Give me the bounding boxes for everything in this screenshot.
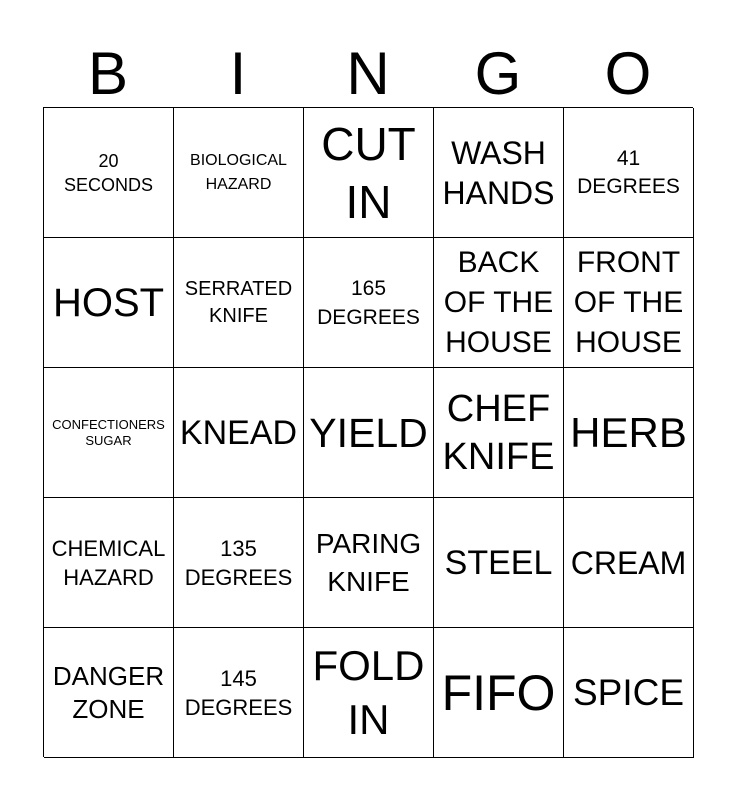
- bingo-cell[interactable]: [434, 108, 564, 238]
- bingo-header: [43, 40, 693, 108]
- bingo-cell[interactable]: [174, 368, 304, 498]
- cell-text: KNEAD: [179, 413, 298, 452]
- header-letter-g: G: [474, 40, 522, 107]
- cell-text: DANGER ZONE: [52, 660, 165, 724]
- bingo-cell[interactable]: [174, 238, 304, 368]
- cell-text: CONFECTIONERS SUGAR: [52, 416, 165, 448]
- cell-text: BIOLOGICAL HAZARD: [190, 151, 287, 193]
- cell-text: FIFO: [441, 664, 556, 721]
- cell-text: WASH HANDS: [442, 134, 555, 211]
- bingo-cell[interactable]: [174, 108, 304, 238]
- cell-text: 20 SECONDS: [63, 150, 153, 195]
- cell-text: FOLD IN: [312, 641, 425, 743]
- cell-text: STEEL: [444, 543, 553, 582]
- cell-text: HERB: [570, 408, 687, 456]
- bingo-cell[interactable]: [174, 628, 304, 758]
- cell-text: CREAM: [570, 544, 687, 581]
- bingo-cell[interactable]: [44, 628, 174, 758]
- cell-text: PARING KNIFE: [315, 527, 422, 597]
- bingo-cell[interactable]: [44, 368, 174, 498]
- bingo-cell[interactable]: [434, 628, 564, 758]
- cell-text: 135 DEGREES: [184, 535, 293, 590]
- cell-text: FRONT OF THE HOUSE: [573, 245, 684, 359]
- cell-text: YIELD: [309, 409, 428, 456]
- cell-text: BACK OF THE HOUSE: [443, 245, 554, 359]
- bingo-cell[interactable]: [174, 498, 304, 628]
- cell-text: SERRATED KNIFE: [184, 277, 293, 327]
- cell-text: 41 DEGREES: [577, 146, 680, 198]
- cell-text: CUT IN: [321, 117, 416, 228]
- cell-text: CHEF KNIFE: [442, 387, 555, 478]
- bingo-cell[interactable]: [304, 108, 434, 238]
- cell-text: 145 DEGREES: [184, 665, 293, 720]
- header-letter-n: N: [346, 40, 390, 107]
- bingo-cell[interactable]: [564, 368, 694, 498]
- bingo-cell[interactable]: [564, 498, 694, 628]
- bingo-cell[interactable]: [304, 368, 434, 498]
- bingo-cell[interactable]: [304, 498, 434, 628]
- cell-text: HOST: [52, 280, 165, 325]
- header-letter-i: I: [229, 40, 247, 107]
- bingo-cell[interactable]: [304, 238, 434, 368]
- bingo-cell[interactable]: [434, 498, 564, 628]
- bingo-cell[interactable]: [44, 108, 174, 238]
- bingo-cell[interactable]: [564, 628, 694, 758]
- bingo-cell[interactable]: [434, 238, 564, 368]
- bingo-cell[interactable]: [44, 238, 174, 368]
- cell-text: 165 DEGREES: [317, 276, 420, 329]
- header-letter-o: O: [604, 40, 652, 107]
- cell-text: CHEMICAL HAZARD: [51, 535, 166, 590]
- header-letter-b: B: [87, 40, 129, 107]
- bingo-cell[interactable]: [564, 238, 694, 368]
- cell-text: SPICE: [572, 671, 685, 713]
- bingo-cell[interactable]: [304, 628, 434, 758]
- bingo-cell[interactable]: [564, 108, 694, 238]
- bingo-cell[interactable]: [44, 498, 174, 628]
- bingo-cell[interactable]: [434, 368, 564, 498]
- bingo-board: [43, 107, 693, 757]
